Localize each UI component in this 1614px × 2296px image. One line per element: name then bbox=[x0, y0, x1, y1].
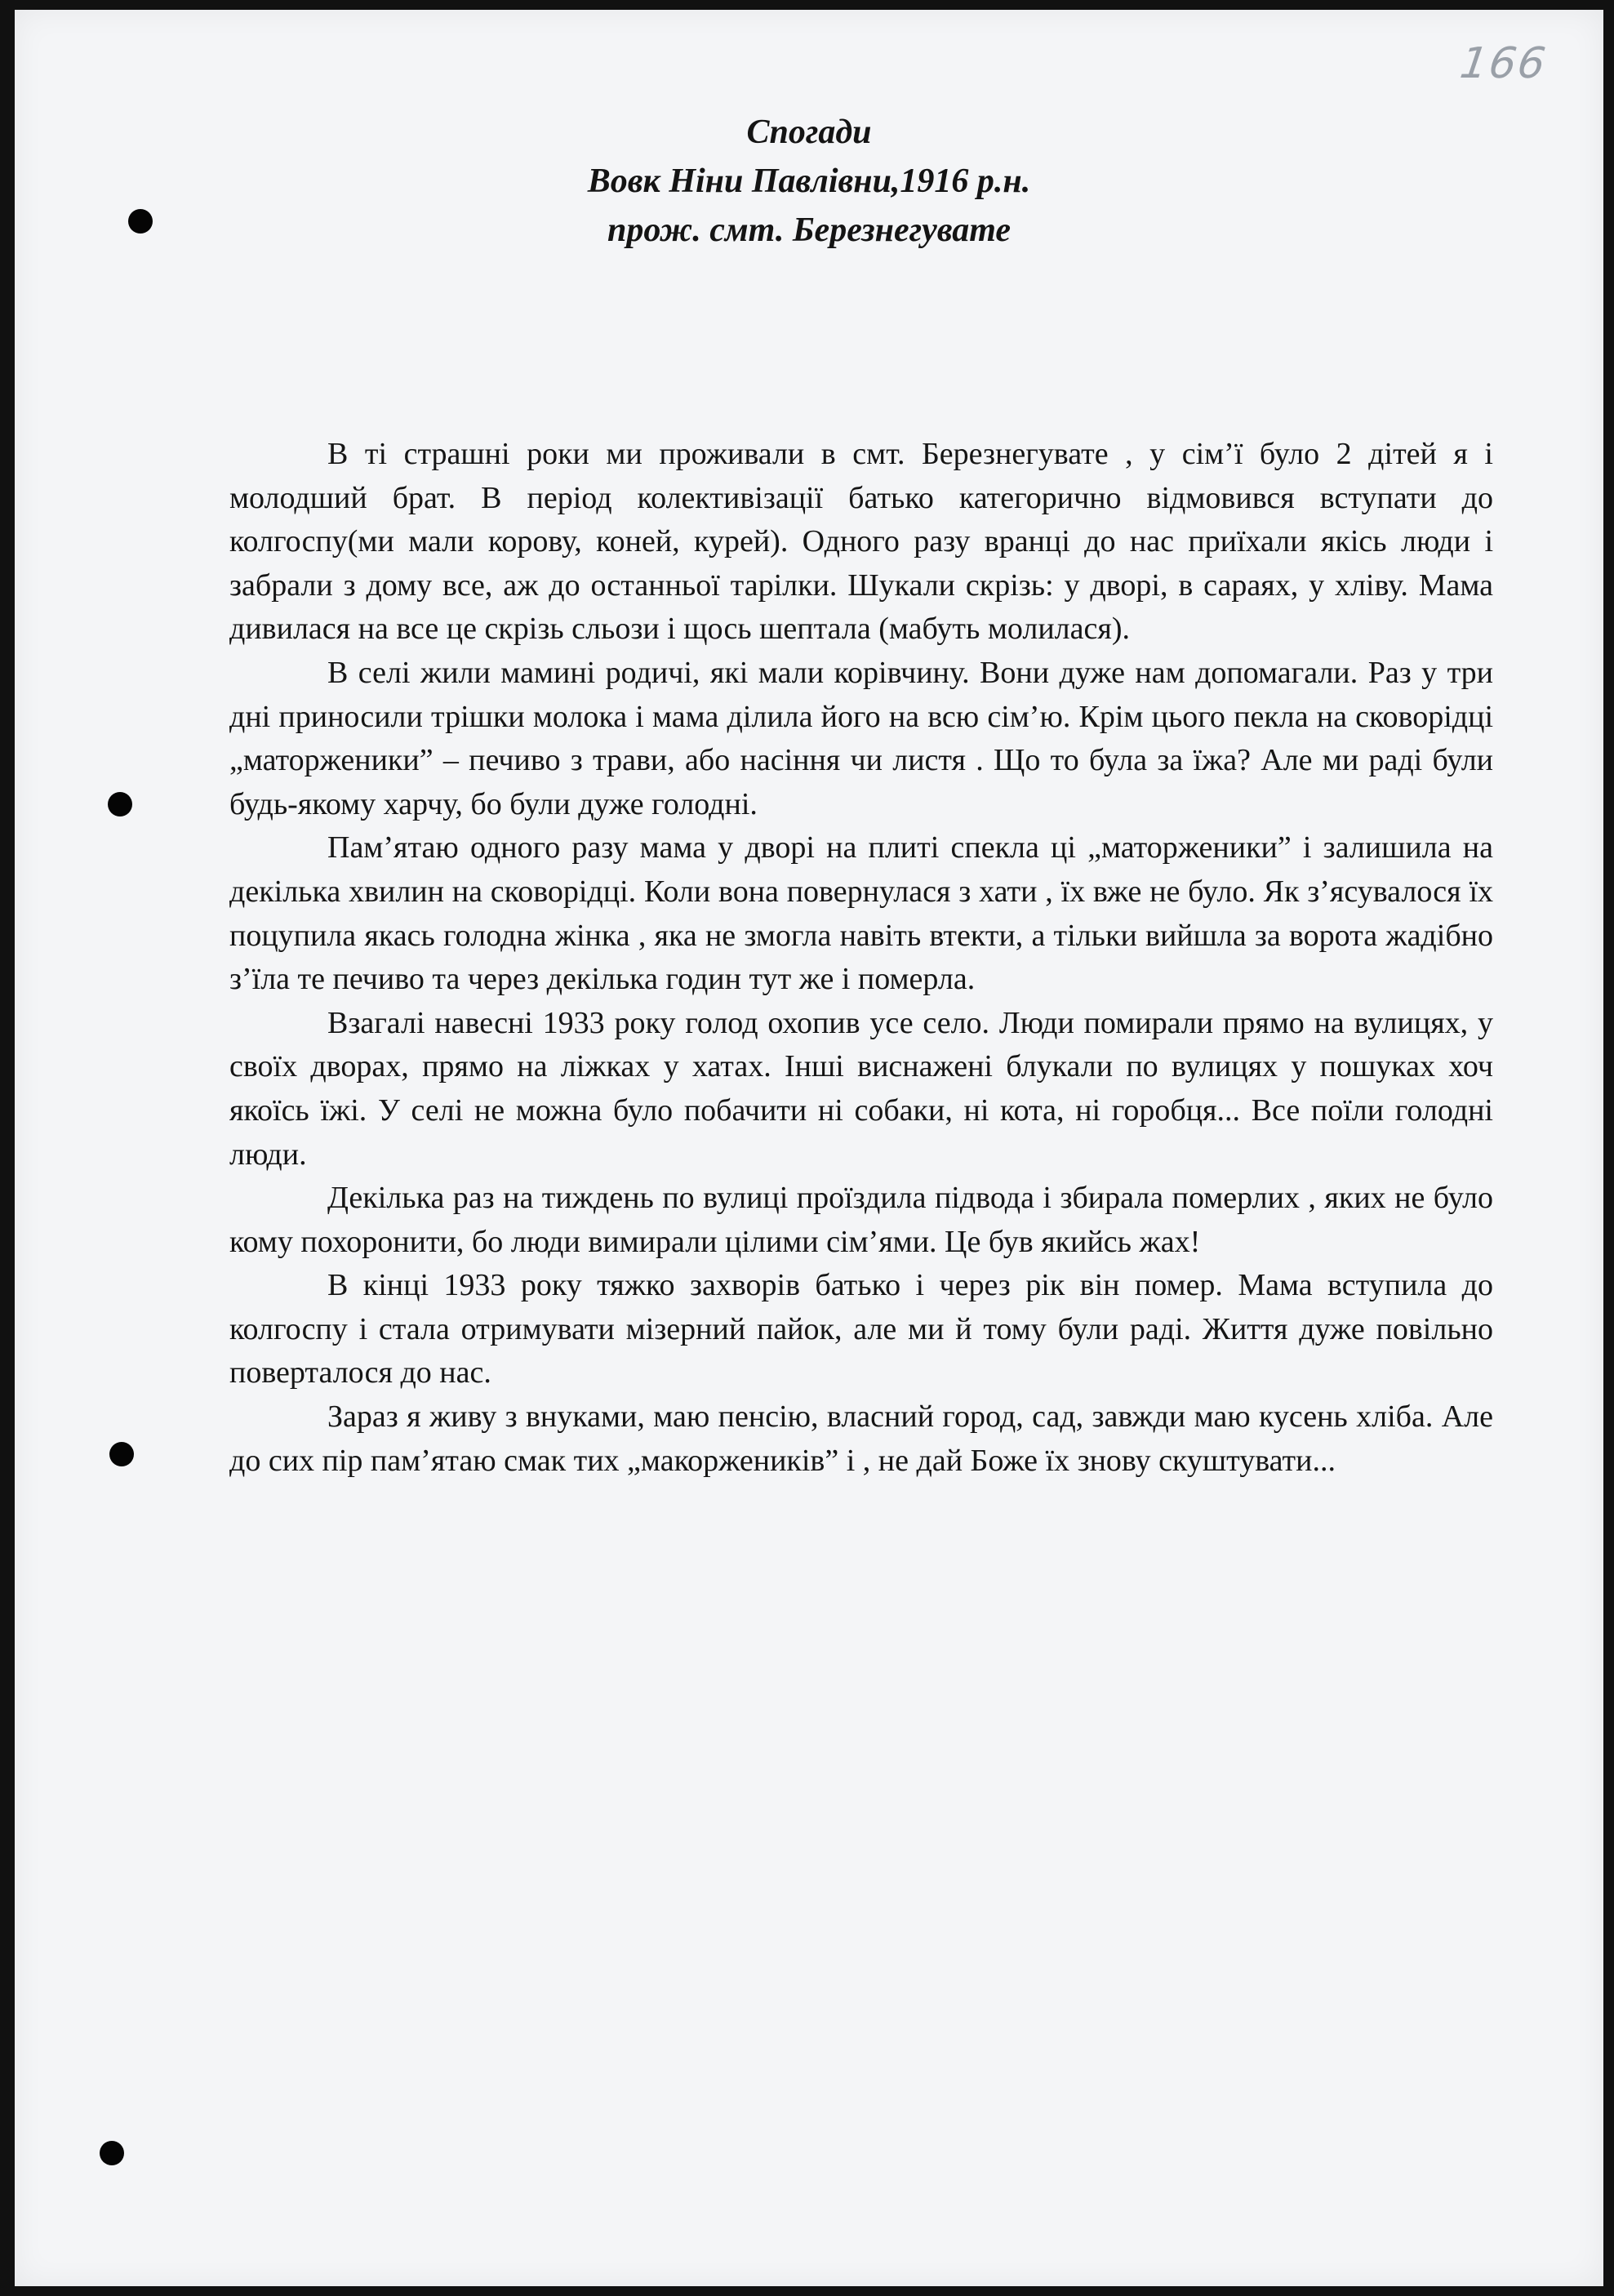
paragraph: Пам’ятаю одного разу мама у дворі на плиті спекла ці „маторженики” і залишила на декілька хвилин на сковорідці. Коли вона повернулася з хати , їх вже не було. Як з’ясувалося їх поцупила якась голодна жінка , яка не змогла навіть втекти, а тільки вийшла за ворота жадібно з’їла те печиво та через декілька годин тут же і померла. bbox=[229, 830, 1493, 997]
document-title bbox=[15, 108, 1603, 255]
paragraph: В ті страшні роки ми проживали в смт. Березнегувате , у сім’ї було 2 дітей я і молодший брат. В період колективізації батько категорично відмовився вступати до колгоспу(ми мали корову, коней, курей). Одного разу вранці до нас приїхали якісь люди і забрали з дому все, аж до останньої тарілки. Шукали скрізь: у дворі, в сараях, у хліву. Мама дивилася на все це скрізь сльози і щось шептала (мабуть молилася). bbox=[229, 437, 1493, 647]
paragraph: Взагалі навесні 1933 року голод охопив усе село. Люди помирали прямо на вулицях, у своїх дворах, прямо на ліжках у хатах. Інші виснажені блукали по вулицях у пошуках хоч якоїсь їжі. У селі не можна було побачити ні собаки, ні кота, ні горобця... Все поїли голодні люди. bbox=[229, 1005, 1493, 1172]
paragraph: Декілька раз на тиждень по вулиці проїздила підвода і збирала померлих , яких не було кому похоронити, бо люди вимирали цілими сім’ями. Це був якийсь жах! bbox=[229, 1181, 1493, 1259]
punch-hole bbox=[109, 1442, 134, 1466]
paper-page bbox=[15, 10, 1603, 2286]
title-line-residence: прож. смт. Березнегувате bbox=[607, 211, 1012, 249]
paragraph: В кінці 1933 року тяжко захворів батько і через рік він помер. Мама вступила до колгоспу і стала отримувати мізерний пайок, але ми й тому були раді. Життя дуже повільно поверталося до нас. bbox=[229, 1268, 1493, 1391]
punch-hole bbox=[108, 792, 132, 817]
paragraph: В селі жили мамині родичі, які мали корівчину. Вони дуже нам допомагали. Раз у три дні приносили трішки молока і мама ділила його на всю сім’ю. Крім цього пекла на сковорідці „маторженики” – печиво з трави, або насіння чи листя . Що то була за їжа? Але ми раді були будь-якому харчу, бо були дуже голодні. bbox=[229, 655, 1493, 821]
handwritten-page-number: 166 bbox=[1456, 39, 1550, 88]
punch-hole bbox=[128, 209, 153, 234]
paragraph: Зараз я живу з внуками, маю пенсію, власний город, сад, завжди маю кусень хліба. Але до сих пір пам’ятаю смак тих „макоржеників” і , не дай Боже їх знову скуштувати... bbox=[229, 1399, 1493, 1478]
punch-hole bbox=[100, 2141, 124, 2165]
title-line-heading: Спогади bbox=[746, 113, 872, 151]
title-line-author: Вовк Ніни Павлівни,1916 р.н. bbox=[587, 162, 1031, 200]
memoir-body bbox=[229, 433, 1493, 1483]
